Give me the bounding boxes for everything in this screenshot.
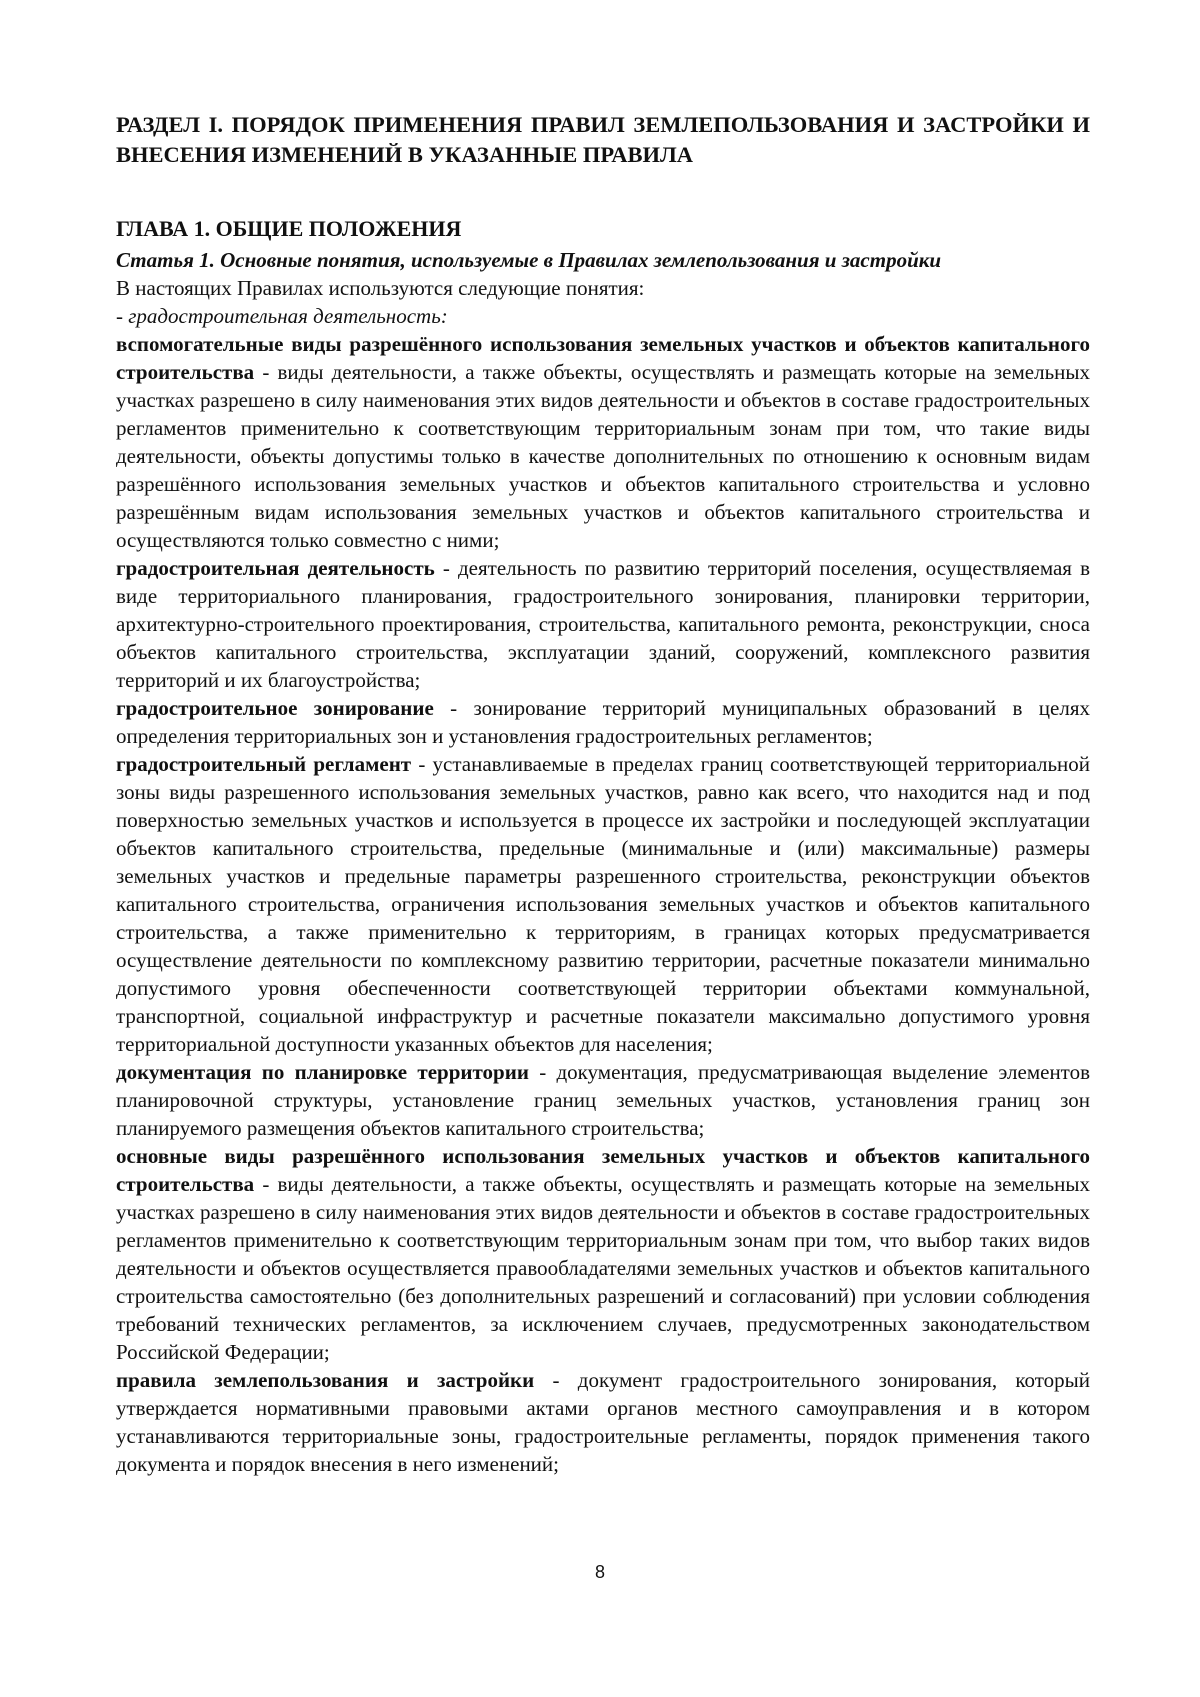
definition-term: градостроительное зонирование	[116, 696, 434, 720]
definition-text: - зонирование территорий муниципальных образований в целях определения территориальных зон и установления градостроительных регламентов;	[116, 696, 1090, 748]
definition-text: - документ градостроительного зонирования, который утверждается нормативными правовыми актами органов местного самоуправления и в котором устанавливаются территориальные зоны, градостроительные регламенты, порядок применения такого документа и порядок внесения в него изменений;	[116, 1368, 1091, 1476]
section-title: РАЗДЕЛ I. ПОРЯДОК ПРИМЕНЕНИЯ ПРАВИЛ ЗЕМЛЕПОЛЬЗОВАНИЯ И ЗАСТРОЙКИ И ВНЕСЕНИЯ ИЗМЕНЕНИЙ В УКАЗАННЫЕ ПРАВИЛА	[116, 112, 1090, 167]
definition-text: - деятельность по развитию территорий поселения, осуществляемая в виде территориального планирования, градостроительного зонирования, планировки территории, архитектурно-строительного проектирования, строительства, капитального ремонта, реконструкции, сноса объектов капитального строительства, эксплуатации зданий, сооружений, комплексного развития территорий и их благоустройства;	[116, 556, 1090, 692]
definition-text: - документация, предусматривающая выделение элементов планировочной структуры, установление границ земельных участков, установления границ зон планируемого размещения объектов капитального строительства;	[116, 1060, 1090, 1140]
chapter-title: ГЛАВА 1. ОБЩИЕ ПОЛОЖЕНИЯ	[116, 216, 462, 241]
article-title: Статья 1. Основные понятия, используемые в Правилах землепользования и застройки	[116, 248, 942, 272]
definition-term: основные виды разрешённого использования земельных участков и объектов капитального строительства	[116, 1144, 1090, 1196]
definition-term: градостроительная деятельность	[116, 556, 435, 580]
document-page	[116, 110, 1090, 1478]
definition-urban-regulation	[116, 750, 1090, 1058]
definition-term: градостроительный регламент	[116, 752, 412, 776]
definition-land-use-rules	[116, 1366, 1090, 1478]
subheading-text: - градостроительная деятельность:	[116, 304, 448, 328]
definition-urban-zoning	[116, 694, 1090, 750]
definition-main-uses	[116, 1142, 1090, 1366]
definition-term: правила землепользования и застройки	[116, 1368, 535, 1392]
definition-auxiliary-uses	[116, 330, 1090, 554]
definition-term: вспомогательные виды разрешённого использования земельных участков и объектов капитального строительства	[116, 332, 1090, 384]
definition-text: - виды деятельности, а также объекты, осуществлять и размещать которые на земельных участках разрешено в силу наименования этих видов деятельности и объектов в составе градостроительных регламентов применительно к соответствующим территориальным зонам при том, что такие виды деятельности, объекты допустимы только в качестве дополнительных по отношению к основным видам разрешённого использования земельных участков и объектов капитального строительства и условно разрешённым видам использования земельных участков и объектов капитального строительства и осуществляются только совместно с ними;	[116, 360, 1090, 552]
intro-text: В настоящих Правилах используются следующие понятия:	[116, 276, 645, 300]
definition-text: - виды деятельности, а также объекты, осуществлять и размещать которые на земельных участках разрешено в силу наименования этих видов деятельности и объектов в составе градостроительных регламентов применительно к соответствующим территориальным зонам при том, что выбор таких видов деятельности и объектов осуществляется правообладателями земельных участков и объектов капитального строительства самостоятельно (без дополнительных разрешений и согласований) при условии соблюдения требований технических регламентов, за исключением случаев, предусмотренных законодательством Российской Федерации;	[116, 1172, 1090, 1364]
definition-urban-planning-activity	[116, 554, 1090, 694]
definition-term: документация по планировке территории	[116, 1060, 529, 1084]
definition-text: - устанавливаемые в пределах границ соответствующей территориальной зоны виды разрешенного использования земельных участков, равно как всего, что находится над и под поверхностью земельных участков и используется в процессе их застройки и последующей эксплуатации объектов капитального строительства, предельные (минимальные и (или) максимальные) размеры земельных участков и предельные параметры разрешенного строительства, реконструкции объектов капитального строительства, ограничения использования земельных участков и объектов капитального строительства, а также применительно к территориям, в границах которых предусматривается осуществление деятельности по комплексному развитию территории, расчетные показатели минимально допустимого уровня обеспеченности соответствующей территории объектами коммунальной, транспортной, социальной инфраструктур и расчетные показатели максимально допустимого уровня территориальной доступности указанных объектов для населения;	[116, 752, 1090, 1056]
page-number: 8	[594, 1562, 605, 1582]
definition-planning-documentation	[116, 1058, 1090, 1142]
